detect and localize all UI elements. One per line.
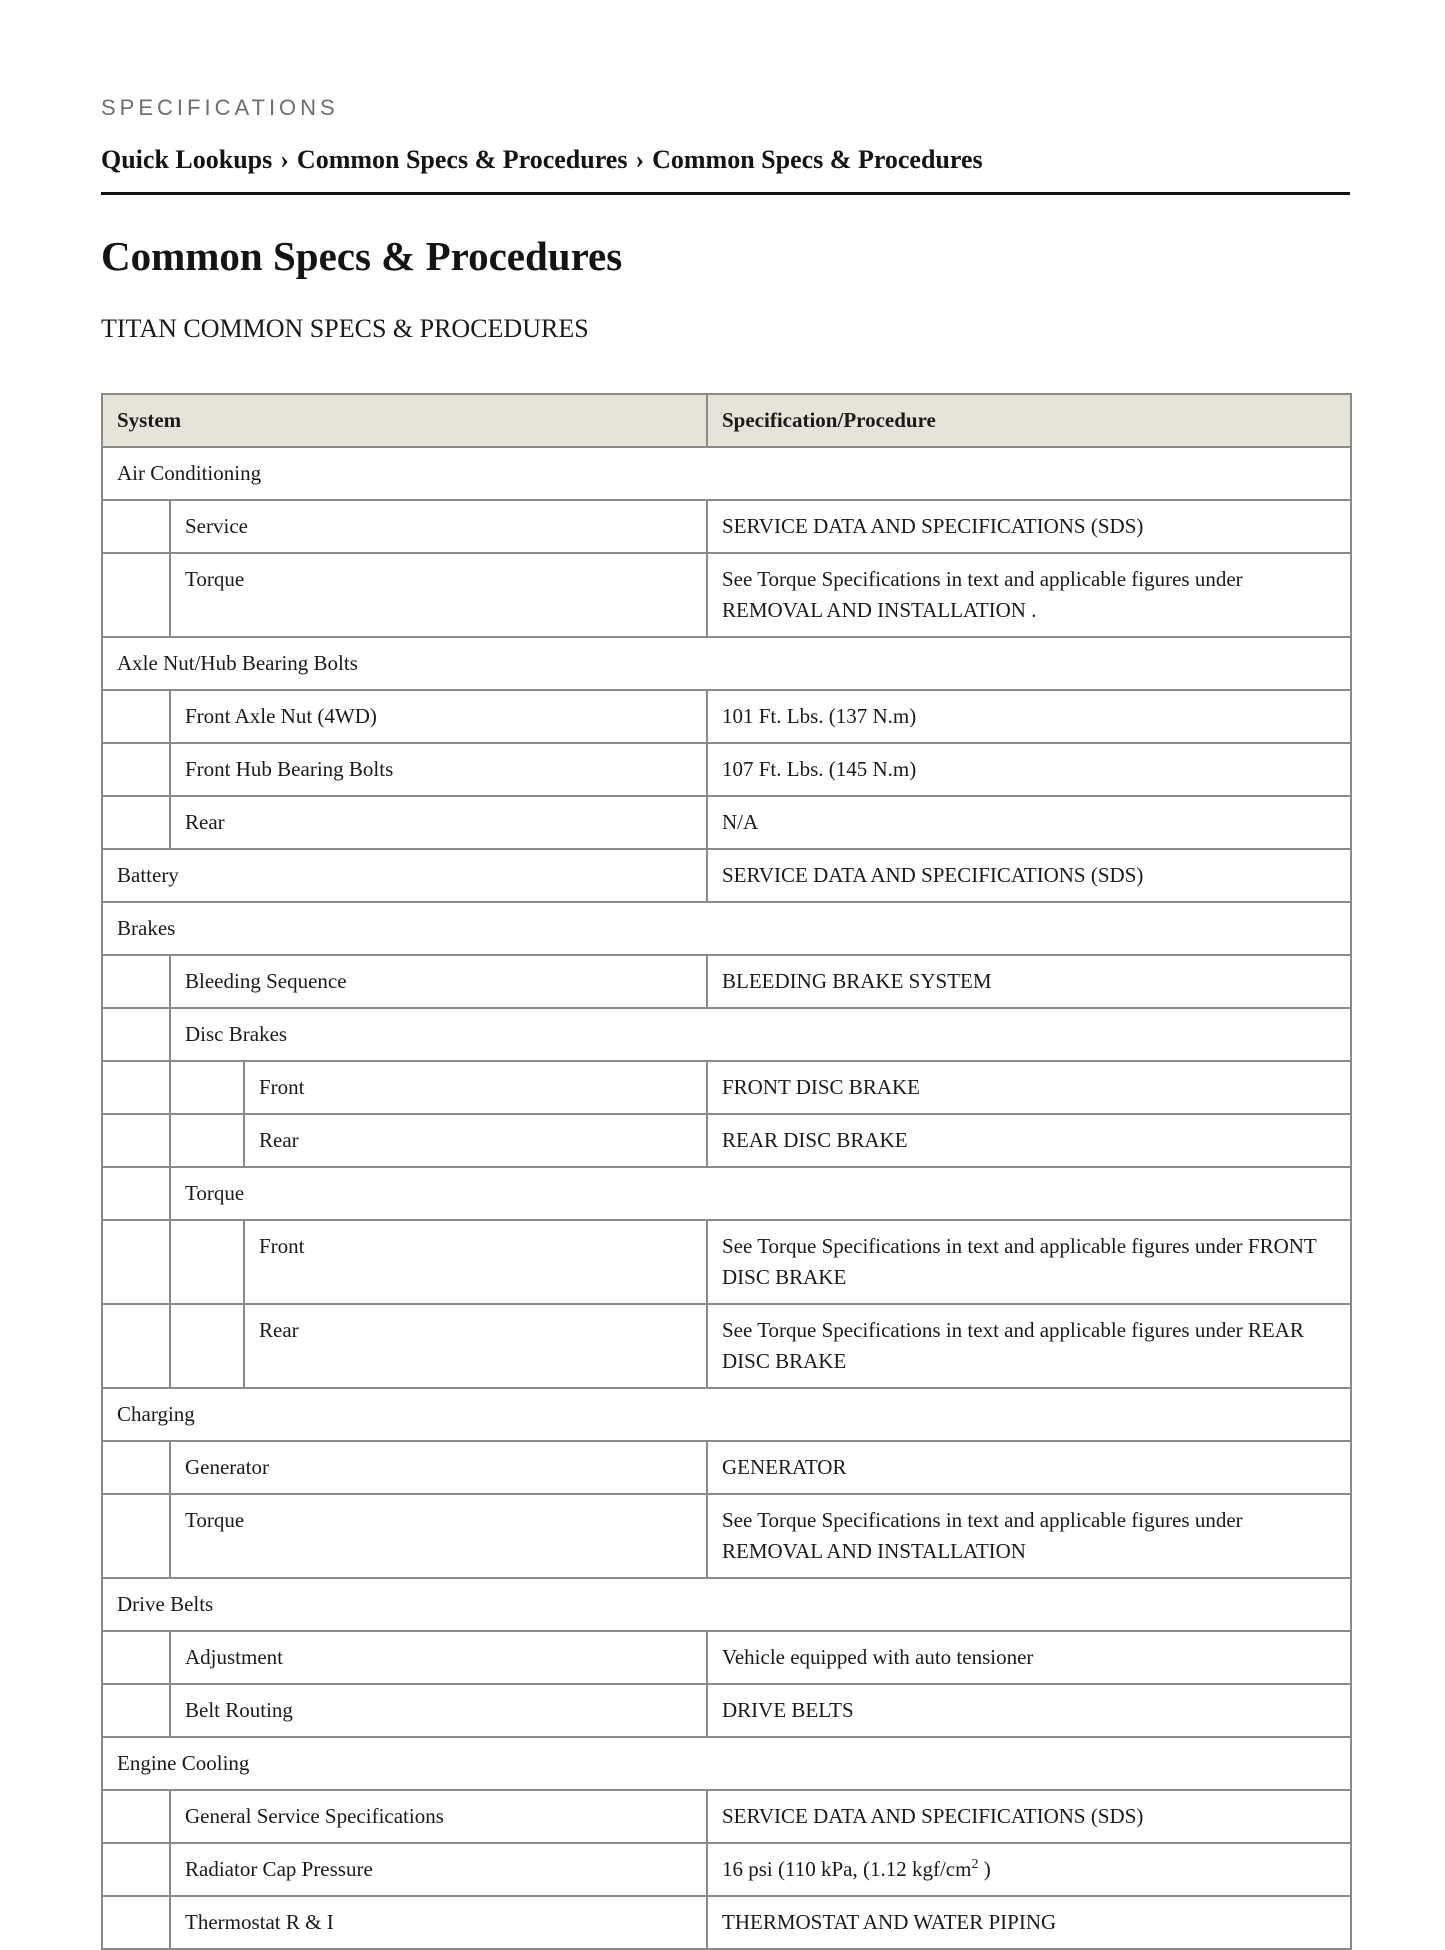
- system-cell: General Service Specifications: [170, 1790, 707, 1843]
- breadcrumb-separator: ›: [635, 145, 645, 174]
- system-cell: Brakes: [102, 902, 1351, 955]
- indent-cell: [102, 690, 170, 743]
- system-cell: Adjustment: [170, 1631, 707, 1684]
- breadcrumb-separator: ›: [280, 145, 289, 174]
- indent-cell: [102, 1061, 170, 1114]
- table-row: [102, 1061, 1351, 1114]
- system-cell: Bleeding Sequence: [170, 955, 707, 1008]
- spec-cell: [707, 1684, 1351, 1737]
- spec-cell: [707, 849, 1351, 902]
- indent-cell: [102, 1114, 170, 1167]
- indent-cell: [102, 1684, 170, 1737]
- table-row: [102, 902, 1351, 955]
- spec-text: SERVICE DATA AND SPECIFICATIONS (SDS): [722, 514, 1144, 538]
- breadcrumb-item-quick-lookups[interactable]: Quick Lookups: [101, 145, 273, 174]
- system-cell: Belt Routing: [170, 1684, 707, 1737]
- spec-text: 107 Ft. Lbs. (145 N.m): [722, 757, 917, 781]
- table-row: [102, 1896, 1351, 1949]
- specs-table: [101, 393, 1352, 1950]
- spec-cell: [707, 500, 1351, 553]
- table-row: [102, 1441, 1351, 1494]
- table-row: [102, 1790, 1351, 1843]
- system-cell: Torque: [170, 553, 707, 637]
- system-cell: Battery: [102, 849, 707, 902]
- system-cell: Axle Nut/Hub Bearing Bolts: [102, 637, 1351, 690]
- table-row: [102, 500, 1351, 553]
- system-cell: Air Conditioning: [102, 447, 1351, 500]
- table-row: [102, 1114, 1351, 1167]
- spec-text: GENERATOR: [722, 1455, 847, 1479]
- table-row: [102, 447, 1351, 500]
- indent-cell: [102, 1304, 170, 1388]
- table-row: [102, 743, 1351, 796]
- table-row: [102, 796, 1351, 849]
- indent-cell: [102, 1494, 170, 1578]
- system-cell: Front: [244, 1220, 707, 1304]
- spec-text: BLEEDING BRAKE SYSTEM: [722, 969, 992, 993]
- system-cell: Front Axle Nut (4WD): [170, 690, 707, 743]
- spec-cell: [707, 1631, 1351, 1684]
- section-kicker: SPECIFICATIONS: [101, 95, 339, 120]
- indent-cell: [102, 1008, 170, 1061]
- table-row: [102, 690, 1351, 743]
- indent-cell: [170, 1061, 244, 1114]
- system-cell: Torque: [170, 1167, 1351, 1220]
- spec-text: See Torque Specifications in text and applicable figures under FRONT DISC BRAKE: [722, 1234, 1317, 1289]
- table-row: [102, 1220, 1351, 1304]
- table-row: [102, 1684, 1351, 1737]
- spec-text: REAR DISC BRAKE: [722, 1128, 908, 1152]
- indent-cell: [102, 955, 170, 1008]
- system-cell: Torque: [170, 1494, 707, 1578]
- indent-cell: [102, 553, 170, 637]
- table-row: [102, 553, 1351, 637]
- spec-cell: [707, 743, 1351, 796]
- table-row: [102, 955, 1351, 1008]
- spec-text: Vehicle equipped with auto tensioner: [722, 1645, 1034, 1669]
- indent-cell: [170, 1220, 244, 1304]
- system-cell: Rear: [244, 1304, 707, 1388]
- breadcrumb-item-common-specs[interactable]: Common Specs & Procedures: [296, 145, 628, 174]
- table-row: [102, 1008, 1351, 1061]
- system-cell: Disc Brakes: [170, 1008, 1351, 1061]
- spec-cell: [707, 1441, 1351, 1494]
- system-cell: Front Hub Bearing Bolts: [170, 743, 707, 796]
- breadcrumb-item-current: Common Specs & Procedures: [652, 145, 983, 174]
- spec-superscript: 2: [971, 1857, 979, 1872]
- spec-text: 16 psi (110 kPa, (1.12 kgf/cm: [722, 1857, 972, 1881]
- system-cell: Radiator Cap Pressure: [170, 1843, 707, 1896]
- indent-cell: [102, 1441, 170, 1494]
- spec-text: SERVICE DATA AND SPECIFICATIONS (SDS): [722, 1804, 1144, 1828]
- indent-cell: [102, 1896, 170, 1949]
- table-row: [102, 1167, 1351, 1220]
- indent-cell: [102, 1167, 170, 1220]
- table-body: [102, 447, 1351, 1949]
- spec-text: 101 Ft. Lbs. (137 N.m): [722, 704, 917, 728]
- spec-cell: [707, 796, 1351, 849]
- spec-text-tail: ): [978, 1857, 991, 1881]
- page-title: Common Specs & Procedures: [101, 233, 623, 279]
- indent-cell: [170, 1304, 244, 1388]
- indent-cell: [102, 1631, 170, 1684]
- table-row: [102, 1631, 1351, 1684]
- spec-text: N/A: [722, 810, 759, 834]
- indent-cell: [102, 1790, 170, 1843]
- column-header-spec: Specification/Procedure: [707, 394, 1351, 447]
- spec-cell: [707, 1061, 1351, 1114]
- spec-cell: [707, 1114, 1351, 1167]
- table-row: [102, 1737, 1351, 1790]
- spec-cell: [707, 1896, 1351, 1949]
- system-cell: Rear: [244, 1114, 707, 1167]
- spec-cell: [707, 1494, 1351, 1578]
- table-row: [102, 1578, 1351, 1631]
- table-row: [102, 637, 1351, 690]
- spec-text: SERVICE DATA AND SPECIFICATIONS (SDS): [722, 863, 1144, 887]
- system-cell: Engine Cooling: [102, 1737, 1351, 1790]
- indent-cell: [170, 1114, 244, 1167]
- spec-text: FRONT DISC BRAKE: [722, 1075, 920, 1099]
- table-header-row: [102, 394, 1351, 447]
- spec-text: See Torque Specifications in text and applicable figures under REAR DISC BRAKE: [722, 1318, 1304, 1373]
- spec-cell: [707, 553, 1351, 637]
- system-cell: Drive Belts: [102, 1578, 1351, 1631]
- indent-cell: [102, 796, 170, 849]
- system-cell: Generator: [170, 1441, 707, 1494]
- table-row: [102, 849, 1351, 902]
- breadcrumb: [101, 144, 1349, 176]
- spec-cell: [707, 1304, 1351, 1388]
- indent-cell: [102, 743, 170, 796]
- indent-cell: [102, 500, 170, 553]
- column-header-system: System: [102, 394, 707, 447]
- system-cell: Front: [244, 1061, 707, 1114]
- system-cell: Rear: [170, 796, 707, 849]
- table-row: [102, 1494, 1351, 1578]
- spec-cell: [707, 955, 1351, 1008]
- indent-cell: [102, 1220, 170, 1304]
- system-cell: Service: [170, 500, 707, 553]
- spec-text: THERMOSTAT AND WATER PIPING: [722, 1910, 1057, 1934]
- table-row: [102, 1304, 1351, 1388]
- spec-text: See Torque Specifications in text and applicable figures under REMOVAL AND INSTALLATION .: [722, 567, 1243, 622]
- spec-cell: [707, 1790, 1351, 1843]
- spec-cell: [707, 1220, 1351, 1304]
- page-subtitle: TITAN COMMON SPECS & PROCEDURES: [101, 314, 589, 343]
- spec-text: DRIVE BELTS: [722, 1698, 854, 1722]
- spec-cell: [707, 690, 1351, 743]
- header-divider: [101, 192, 1350, 195]
- spec-text: See Torque Specifications in text and applicable figures under REMOVAL AND INSTALLATION: [722, 1508, 1243, 1563]
- system-cell: Thermostat R & I: [170, 1896, 707, 1949]
- system-cell: Charging: [102, 1388, 1351, 1441]
- table-row: [102, 1388, 1351, 1441]
